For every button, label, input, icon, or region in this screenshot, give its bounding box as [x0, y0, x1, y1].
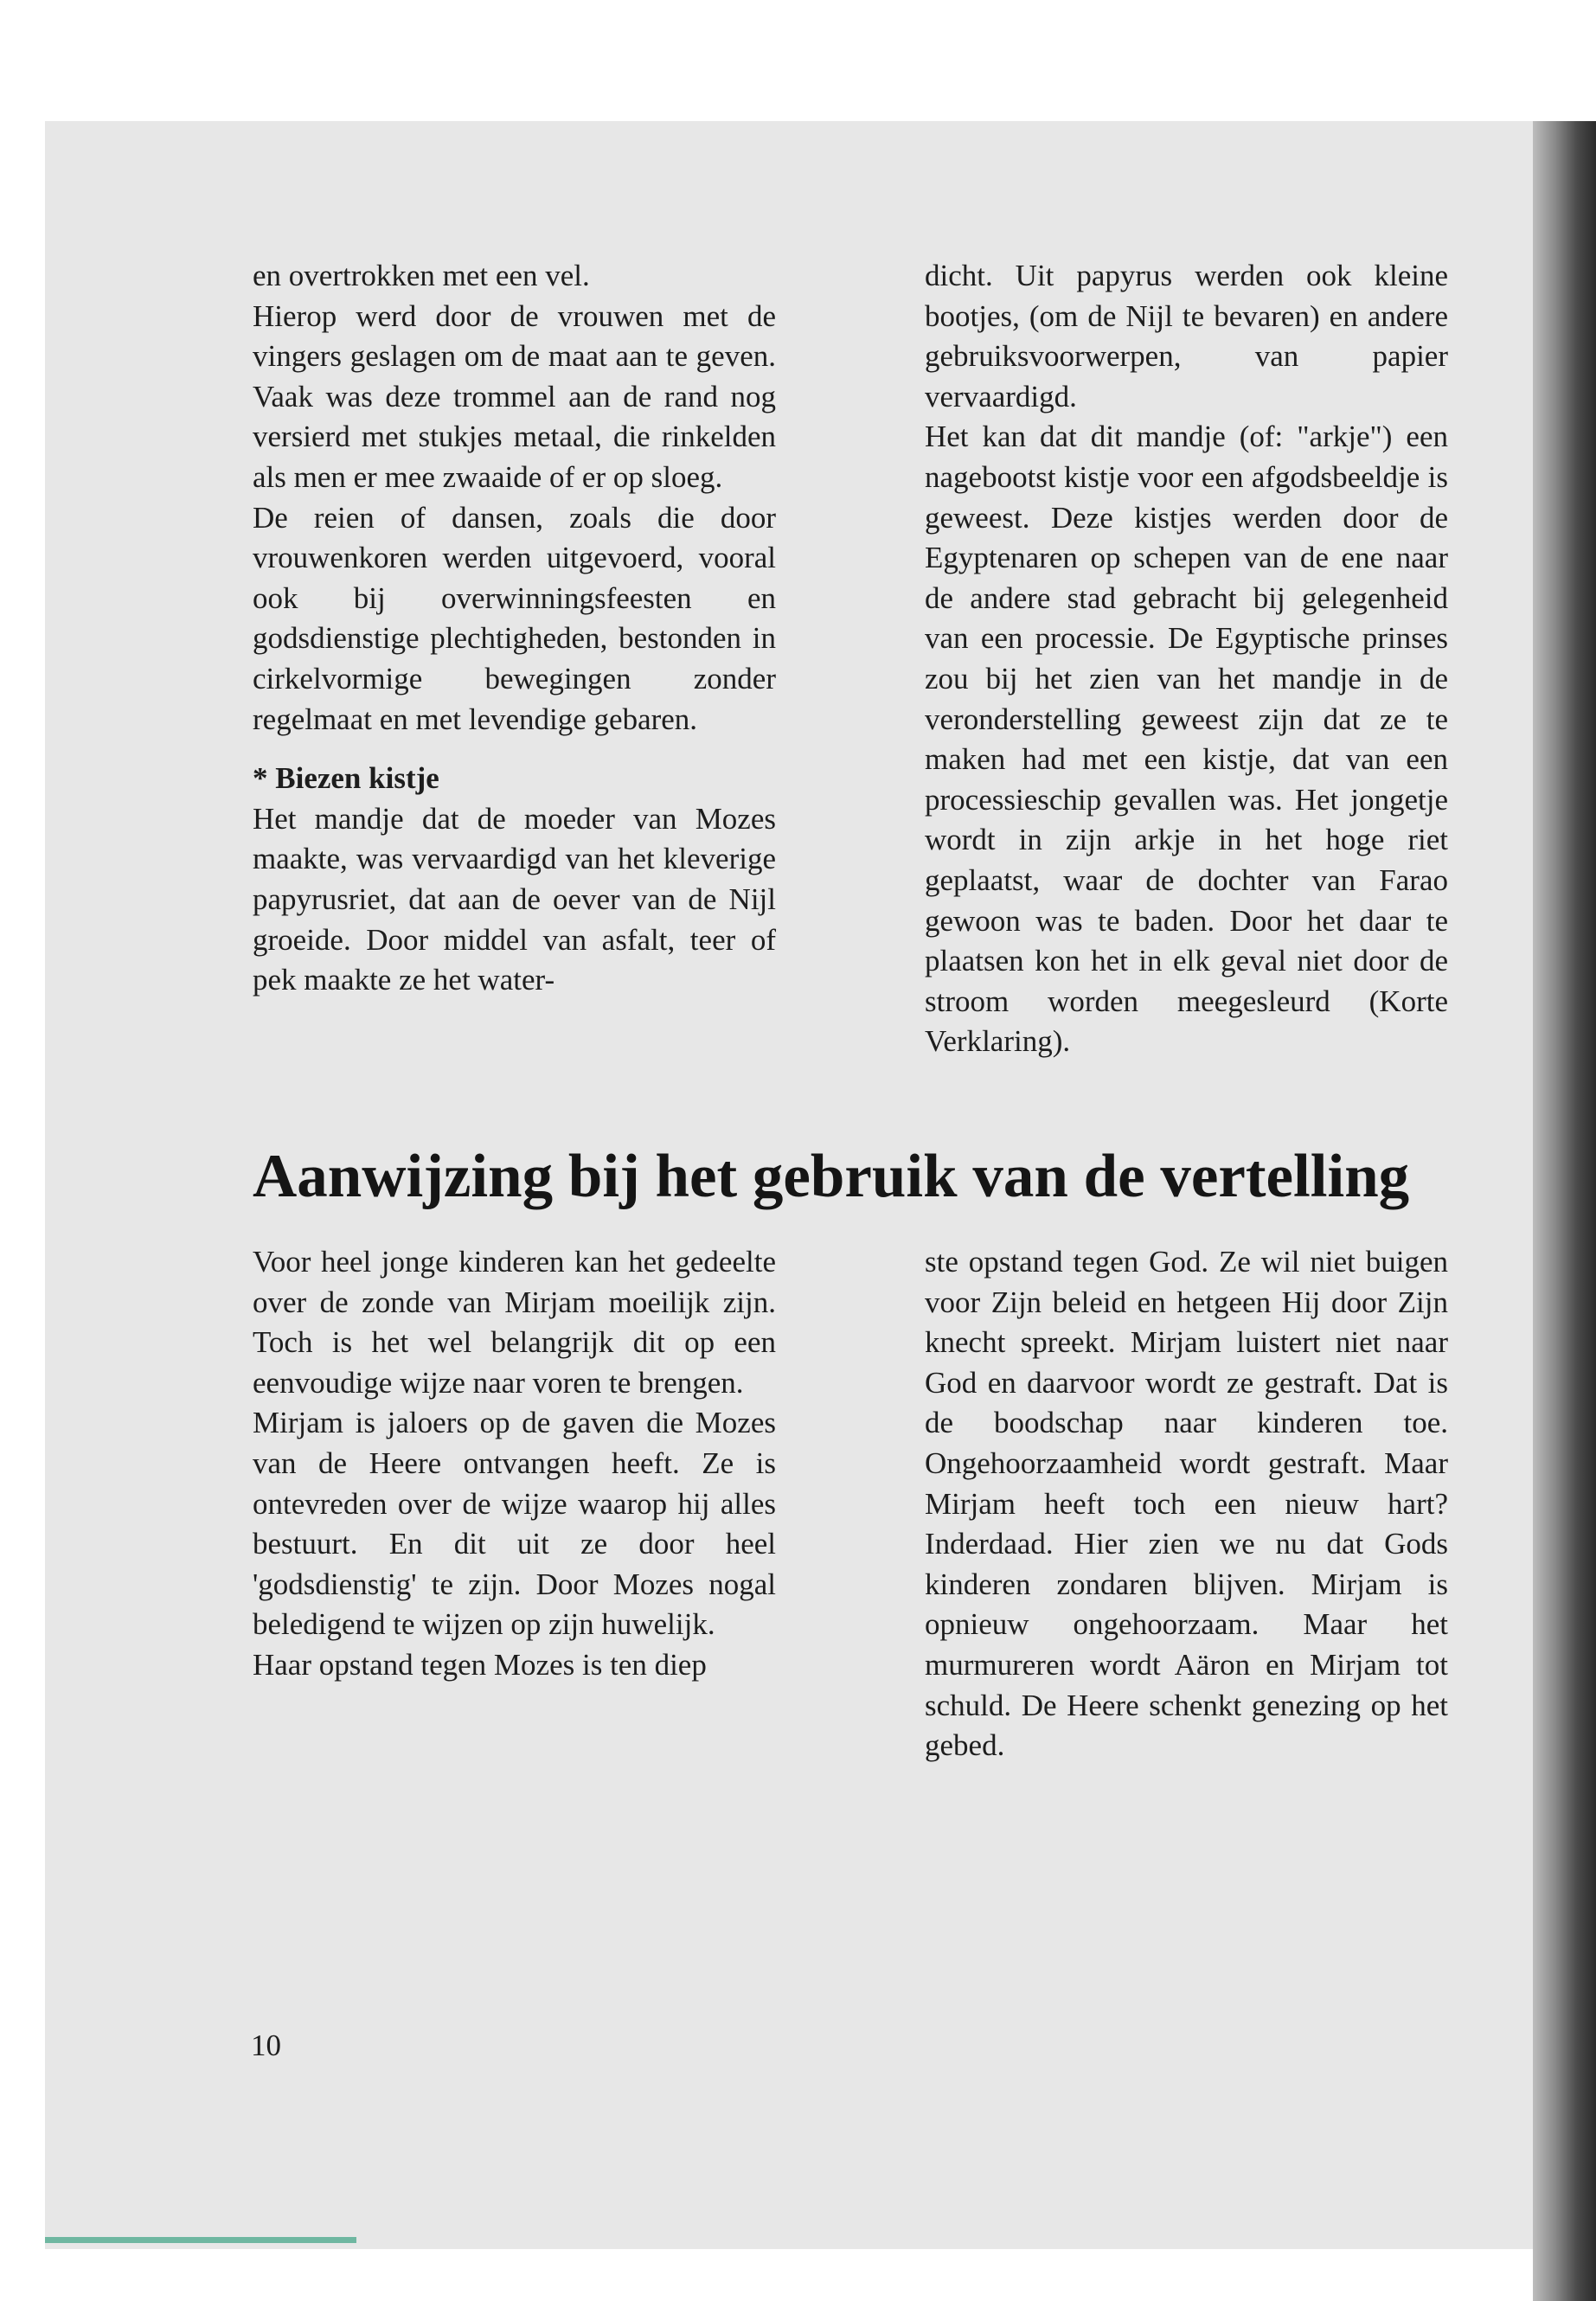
column-top-right — [925, 256, 1448, 1062]
paragraph: Het mandje dat de moeder van Mozes maakte, was vervaardigd van het kleverige papyrusriet, dat aan de oever van de Nijl groeide. Door middel van asfalt, teer of pek maakte ze het water- — [253, 801, 776, 997]
paragraph: De reien of dansen, zoals die door vrouwenkoren werden uitgevoerd, vooral ook bij overwinningsfeesten en godsdienstige plechtigheden, bestonden in cirkelvormige bewegingen zonder regelmaat en met levendige gebaren. — [253, 500, 776, 736]
book-spine-shadow — [1533, 121, 1596, 2301]
subheading: * Biezen kistje — [253, 761, 439, 796]
paragraph: Voor heel jonge kinderen kan het gedeelte over de zonde van Mirjam moeilijk zijn. Toch is het wel belangrijk dit op een eenvoudige wijze naar voren te brengen. — [253, 1245, 776, 1400]
column-bottom-left — [253, 1242, 776, 1686]
paragraph: Het kan dat dit mandje (of: "arkje") een nagebootst kistje voor een afgodsbeeldje is geweest. Deze kistjes werden door de Egyptenaren op schepen van de ene naar de andere stad gebracht bij gelegenheid van een processie. De Egyptische prinses zou bij het zien van het mandje in de veronderstelling geweest zijn dat ze te maken had met een kistje, dat van een processieschip gevallen was. Het jongetje wordt in zijn arkje in het hoge riet geplaatst, waar de dochter van Farao gewoon was te baden. Door het daar te plaatsen kon het in elk geval niet door de stroom worden meegesleurd (Korte Verklaring). — [925, 420, 1448, 1059]
paragraph: dicht. Uit papyrus werden ook kleine bootjes, (om de Nijl te bevaren) en andere gebruiksvoorwerpen, van papier vervaardigd. — [925, 259, 1448, 413]
paragraph: Hierop werd door de vrouwen met de vingers geslagen om de maat aan te geven. Vaak was deze trommel aan de rand nog versierd met stukjes metaal, die rinkelden als men er mee zwaaide of er op sloeg. — [253, 298, 776, 494]
cover-edge — [45, 2237, 356, 2243]
paragraph: Haar opstand tegen Mozes is ten diep — [253, 1647, 707, 1682]
section-heading: Aanwijzing bij het gebruik van de vertelling — [253, 1143, 1410, 1210]
column-bottom-right — [925, 1242, 1448, 1766]
paragraph: Mirjam is jaloers op de gaven die Mozes van de Heere ontvangen heeft. Ze is ontevreden over de wijze waarop hij alles bestuurt. En dit uit ze door heel 'godsdienstig' te zijn. Door Mozes nogal beledigend te wijzen op zijn huwelijk. — [253, 1406, 776, 1642]
column-top-left — [253, 256, 776, 1001]
paragraph: ste opstand tegen God. Ze wil niet buigen voor Zijn beleid en hetgeen Hij door Zijn knecht spreekt. Mirjam luistert niet naar God en daarvoor wordt ze gestraft. Dat is de boodschap naar kinderen toe. Ongehoorzaamheid wordt gestraft. Maar Mirjam heeft toch een nieuw hart? Inderdaad. Hier zien we nu dat Gods kinderen zondaren blijven. Mirjam is opnieuw ongehoorzaam. Maar het murmureren wordt Aäron en Mirjam tot schuld. De Heere schenkt genezing op het gebed. — [925, 1245, 1448, 1763]
page-number: 10 — [251, 2029, 281, 2062]
paragraph: en overtrokken met een vel. — [253, 259, 590, 292]
